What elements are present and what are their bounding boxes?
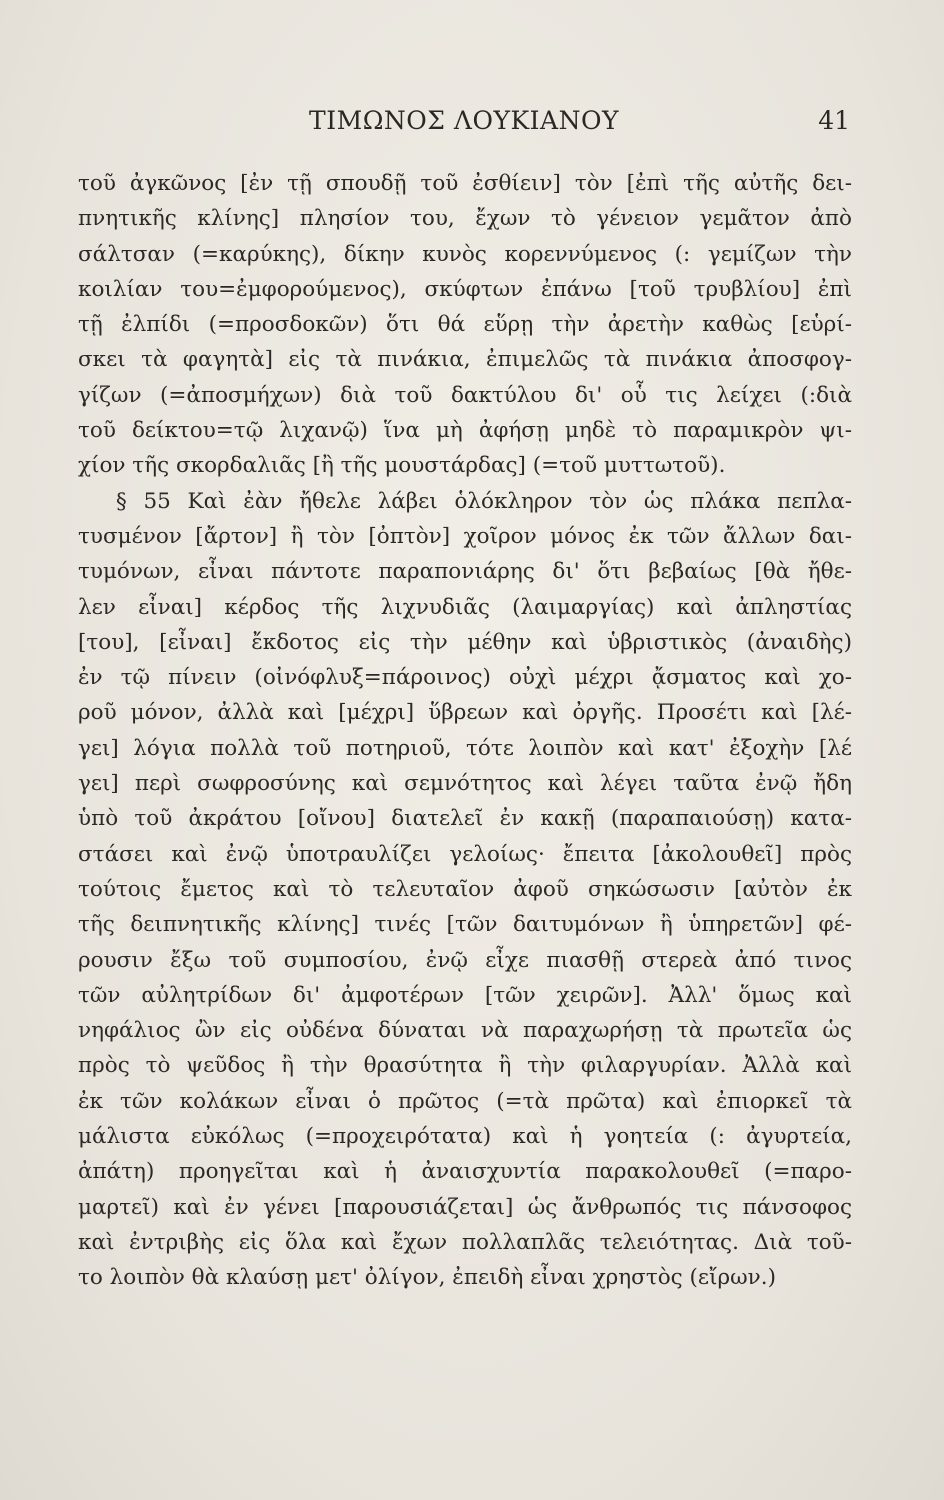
text-line: τῇ ἐλπίδι (=προσδοκῶν) ὅτι θά εὕρῃ τὴν ἀρετὴν καθὼς [εὑρί-: [78, 312, 852, 338]
page-header: [78, 106, 850, 146]
page-number: 41: [818, 106, 850, 135]
text-line: τῶν αὐλητρίδων δι' ἀμφοτέρων [τῶν χειρῶν]. Ἀλλ' ὅμως καὶ: [78, 982, 852, 1008]
text-line: στάσει καὶ ἐνῷ ὑποτραυλίζει γελοίως· ἔπειτα [ἀκολουθεῖ] πρὸς: [78, 841, 852, 867]
paragraph-start-line: § 55 Καὶ ἐὰν ἤθελε λάβει ὁλόκληρον τὸν ὡς πλάκα πεπλα-: [116, 488, 852, 514]
text-line: ἐκ τῶν κολάκων εἶναι ὁ πρῶτος (=τὰ πρῶτα) καὶ ἐπιορκεῖ τὰ: [78, 1088, 852, 1114]
running-title: ΤΙΜΩΝΟΣ ΛΟΥΚΙΑΝΟΥ: [309, 106, 619, 135]
text-line: ροῦ μόνον, ἀλλὰ καὶ [μέχρι] ὕβρεων καὶ ὀργῆς. Προσέτι καὶ [λέ-: [78, 700, 852, 726]
text-line: τοῦ δείκτου=τῷ λιχανῷ) ἵνα μὴ ἀφήσῃ μηδὲ τὸ παραμικρὸν ψι-: [78, 418, 852, 444]
text-line: τυσμένον [ἄρτον] ἢ τὸν [ὀπτὸν] χοῖρον μόνος ἐκ τῶν ἄλλων δαι-: [78, 523, 852, 549]
text-line: τούτοις ἔμετος καὶ τὸ τελευταῖον ἀφοῦ σηκώσωσιν [αὐτὸν ἐκ: [78, 876, 852, 902]
text-line: μαρτεῖ) καὶ ἐν γένει [παρουσιάζεται] ὡς ἄνθρωπός τις πάνσοφος: [78, 1194, 852, 1220]
text-line: ἐν τῷ πίνειν (οἰνόφλυξ=πάροινος) οὐχὶ μέχρι ᾄσματος καὶ χο-: [78, 665, 852, 691]
text-line: [του], [εἶναι] ἔκδοτος εἰς τὴν μέθην καὶ ὑβριστικὸς (ἀναιδὴς): [78, 629, 852, 655]
text-line: χίον τῆς σκορδαλιᾶς [ἢ τῆς μουστάρδας] (=τοῦ μυττωτοῦ).: [78, 453, 726, 479]
text-line: γει] περὶ σωφροσύνης καὶ σεμνότητος καὶ λέγει ταῦτα ἐνῷ ἤδη: [78, 771, 852, 797]
text-line: σάλτσαν (=καρύκης), δίκην κυνὸς κορεννύμενος (: γεμίζων τὴν: [78, 241, 852, 267]
text-line: ὑπὸ τοῦ ἀκράτου [οἴνου] διατελεῖ ἐν κακῇ (παραπαιούσῃ) κατα-: [78, 806, 852, 832]
text-line: πρὸς τὸ ψεῦδος ἢ τὴν θρασύτητα ἢ τὴν φιλαργυρίαν. Ἀλλὰ καὶ: [78, 1053, 852, 1079]
text-line: καὶ ἐντριβὴς εἰς ὅλα καὶ ἔχων πολλαπλᾶς τελειότητας. Διὰ τοῦ-: [78, 1229, 852, 1255]
text-line: νηφάλιος ὢν εἰς οὐδένα δύναται νὰ παραχωρήσῃ τὰ πρωτεῖα ὡς: [78, 1018, 852, 1044]
text-line: κοιλίαν του=ἐμφορούμενος), σκύφτων ἐπάνω [τοῦ τρυβλίου] ἐπὶ: [78, 276, 852, 302]
text-line: το λοιπὸν θὰ κλαύσῃ μετ' ὀλίγον, ἐπειδὴ εἶναι χρηστὸς (εἴρων.): [78, 1265, 776, 1291]
text-line: μάλιστα εὐκόλως (=προχειρότατα) καὶ ἡ γοητεία (: ἀγυρτεία,: [78, 1124, 852, 1150]
text-line: τοῦ ἀγκῶνος [ἐν τῇ σπουδῇ τοῦ ἐσθίειν] τὸν [ἐπὶ τῆς αὐτῆς δει-: [78, 171, 852, 196]
text-line: πνητικῆς κλίνης] πλησίον του, ἔχων τὸ γένειον γεμᾶτον ἀπὸ: [78, 206, 852, 232]
text-line: ρουσιν ἔξω τοῦ συμποσίου, ἐνῷ εἶχε πιασθῇ στερεὰ ἀπό τινος: [78, 947, 852, 973]
text-line: τυμόνων, εἶναι πάντοτε παραπονιάρης δι' ὅτι βεβαίως [θὰ ἤθε-: [78, 559, 852, 585]
text-line: γει] λόγια πολλὰ τοῦ ποτηριοῦ, τότε λοιπὸν καὶ κατ' ἐξοχὴν [λέ: [78, 735, 852, 761]
body-text: [78, 166, 852, 1296]
text-line: λεν εἶναι] κέρδος τῆς λιχνυδιᾶς (λαιμαργίας) καὶ ἀπληστίας: [78, 594, 852, 620]
text-line: σκει τὰ φαγητὰ] εἰς τὰ πινάκια, ἐπιμελῶς τὰ πινάκια ἀποσφογ-: [78, 347, 852, 373]
text-line: τῆς δειπνητικῆς κλίνης] τινές [τῶν δαιτυμόνων ἢ ὑπηρετῶν] φέ-: [78, 912, 852, 938]
text-line: γίζων (=ἀποσμήχων) διὰ τοῦ δακτύλου δι' οὗ τις λείχει (:διὰ: [78, 382, 852, 408]
text-line: ἀπάτη) προηγεῖται καὶ ἡ ἀναισχυντία παρακολουθεῖ (=παρο-: [78, 1159, 852, 1185]
